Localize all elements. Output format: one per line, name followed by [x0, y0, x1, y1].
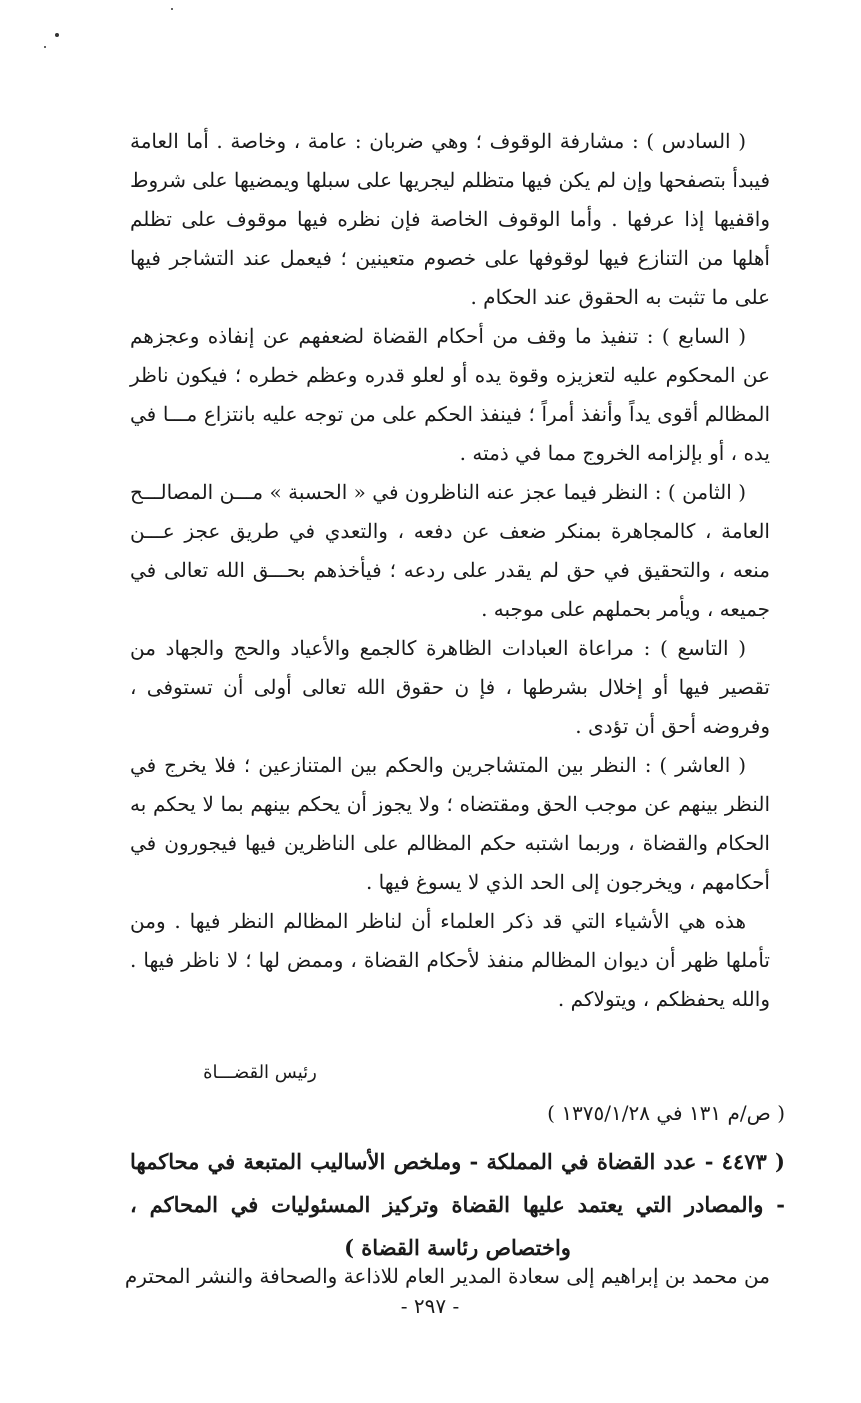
body-text — [130, 122, 770, 1019]
paragraph-conclusion: هذه هي الأشياء التي قد ذكر العلماء أن لناظر المظالم النظر فيها . ومن تأملها ظهر أن ديوان المظالم منفذ لأحكام القضاة ، وممض لها ؛ لا ناظر فيها . والله يحفظكم ، ويتولاكم . — [130, 909, 770, 1011]
scan-speck — [171, 8, 173, 10]
letter-reference: ( ص/م ١٣١ في ١٣٧٥/١/٢٨ ) — [547, 1101, 785, 1125]
scan-speck — [44, 46, 46, 48]
page-number: - ٢٩٧ - — [400, 1294, 460, 1318]
paragraph-sixth: ( السادس ) : مشارفة الوقوف ؛ وهي ضربان : عامة ، وخاصة . أما العامة فيبدأ بتصفحها وإن لم يكن فيها متظلم ليجريها على سبلها ويمضيها على شروط واقفيها إذا عرفها . وأما الوقوف الخاصة فإن نظره فيها موقوف على تظلم أهلها من التنازع فيها لوقوفها على خصوم متعينين ؛ فيعمل عند التشاجر فيها على ما تثبت به الحقوق عند الحكام . — [130, 129, 770, 309]
section-heading: ( ٤٤٧٣ - عدد القضاة في المملكة - وملخص الأساليب المتبعة في محاكمها - والمصادر التي يعتمد عليها القضاة وتركيز المسئوليات في المحاكم ، واختصاص رئاسة القضاة ) — [130, 1149, 785, 1260]
letter-opening: من محمد بن إبراهيم إلى سعادة المدير العام للاذاعة والصحافة والنشر المحترم — [124, 1264, 770, 1288]
paragraph-ninth: ( التاسع ) : مراعاة العبادات الظاهرة كالجمع والأعياد والحج والجهاد من تقصير فيها أو إخلال بشرطها ، فإ ن حقوق الله تعالى أولى أن تستوفى ، وفروضه أحق أن تؤدى . — [130, 636, 770, 738]
paragraph-tenth: ( العاشر ) : النظر بين المتشاجرين والحكم بين المتنازعين ؛ فلا يخرج في النظر بينهم عن موجب الحق ومقتضاه ؛ ولا يجوز أن يحكم بينهم بما لا يحكم به الحكام والقضاة ، وربما اشتبه حكم المظالم على الناظرين فيها فيجورون في أحكامهم ، ويخرجون إلى الحد الذي لا يسوغ فيها . — [130, 753, 770, 894]
scan-speck — [55, 33, 59, 37]
paragraph-eighth: ( الثامن ) : النظر فيما عجز عنه الناظرون في « الحسبة » مـــن المصالـــح العامة ، كالمجاهرة بمنكر ضعف عن دفعه ، والتعدي في طريق عجز عـــن منعه ، والتحقيق في حق لم يقدر على ردعه ؛ فيأخذهم بحـــق الله تعالى في جميعه ، ويأمر بحملهم على موجبه . — [130, 480, 770, 621]
signature-title: رئيس القضـــاة — [203, 1062, 317, 1083]
paragraph-seventh: ( السابع ) : تنفيذ ما وقف من أحكام القضاة لضعفهم عن إنفاذه وعجزهم عن المحكوم عليه لتعزيزه وقوة يده أو لعلو قدره وعظم خطره ؛ فيكون ناظر المظالم أقوى يداً وأنفذ أمراً ؛ فينفذ الحكم على من توجه عليه بانتزاع مـــا في يده ، أو بإلزامه الخروج مما في ذمته . — [130, 324, 770, 465]
